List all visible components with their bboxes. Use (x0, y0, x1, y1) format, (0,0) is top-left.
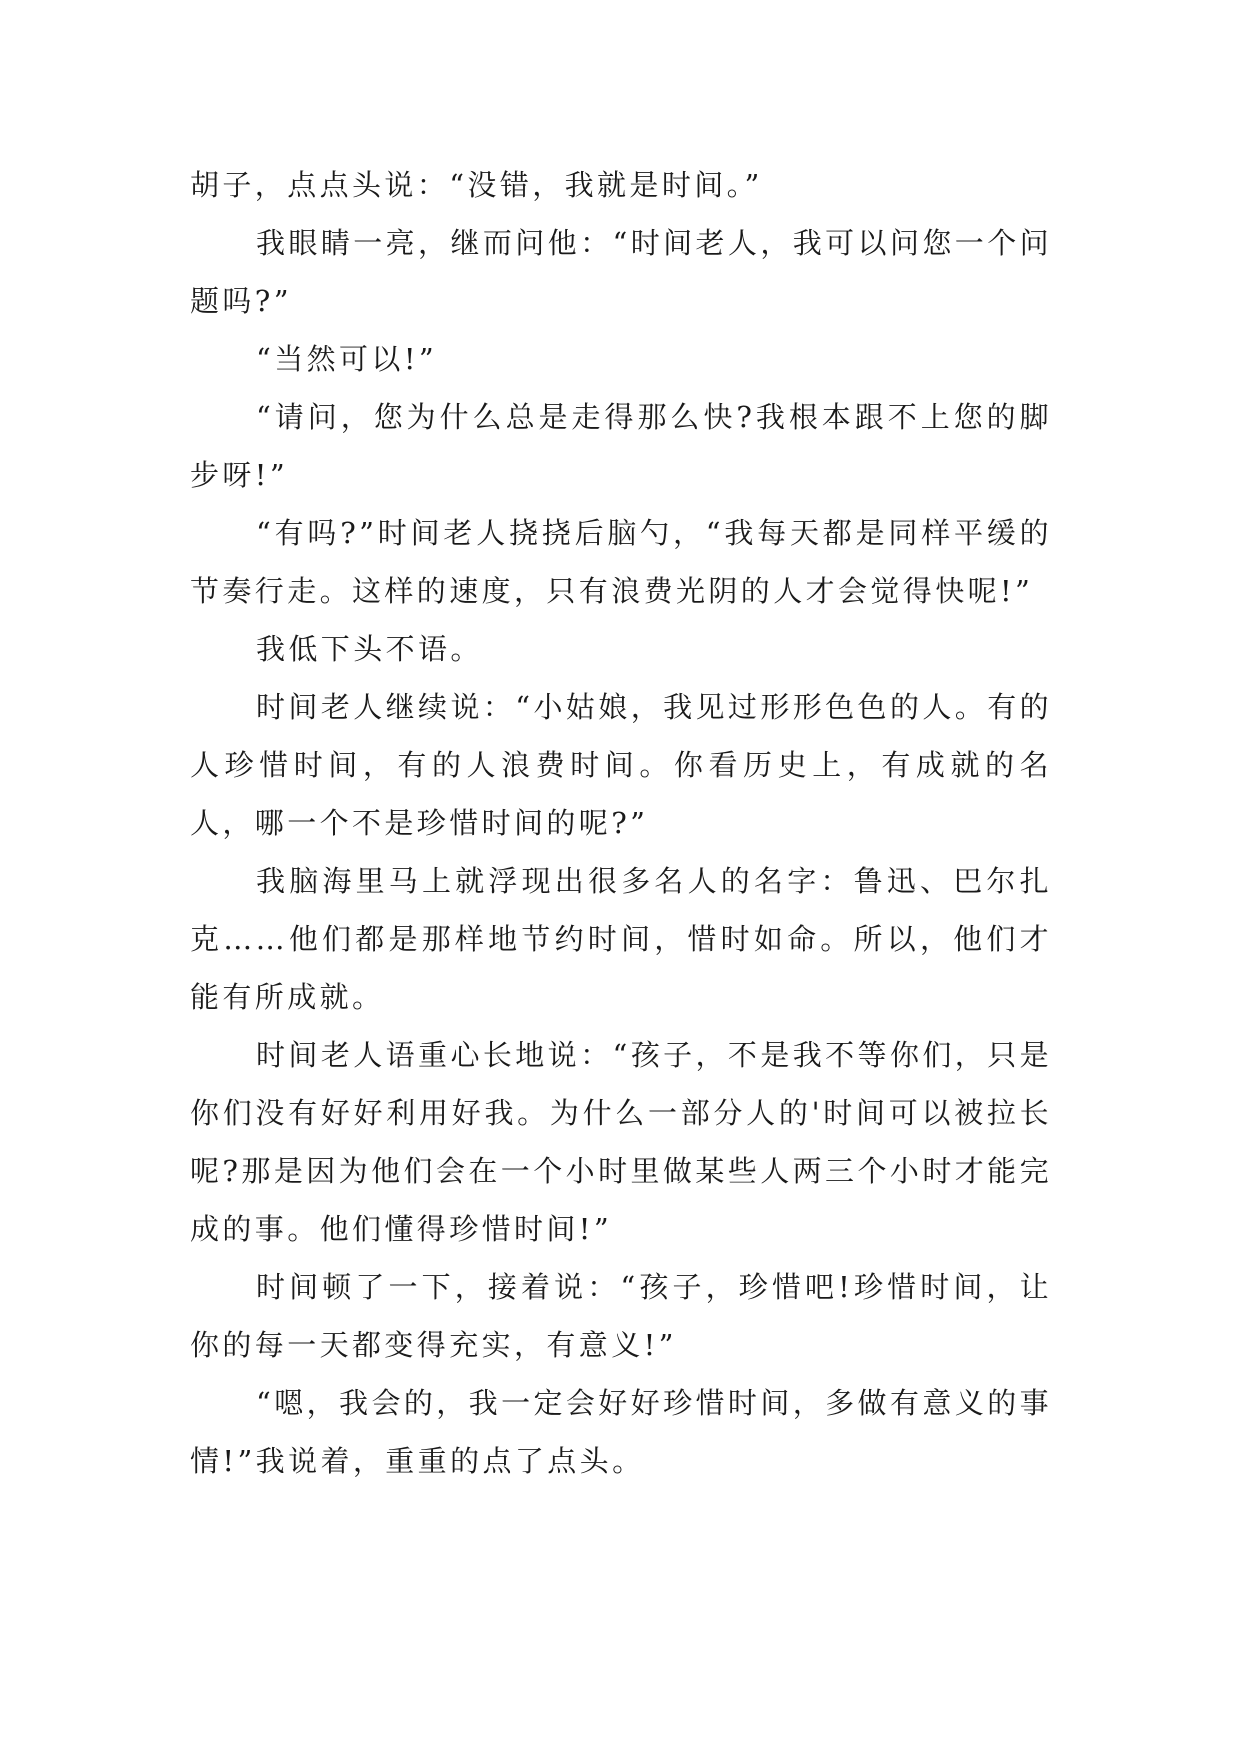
body-text (190, 156, 1052, 1490)
paragraph-4: “请问，您为什么总是走得那么快?我根本跟不上您的脚步呀!” (190, 400, 1052, 492)
paragraph-3: “当然可以!” (256, 342, 438, 376)
paragraph-9: 时间老人语重心长地说：“孩子，不是我不等你们，只是你们没有好好利用好我。为什么一部分人的'时间可以被拉长呢?那是因为他们会在一个小时里做某些人两三个小时才能完成的事。他们懂得珍惜时间!” (190, 1038, 1052, 1246)
paragraph-2: 我眼睛一亮，继而问他：“时间老人，我可以问您一个问题吗?” (190, 226, 1052, 318)
paragraph-8: 我脑海里马上就浮现出很多名人的名字：鲁迅、巴尔扎克……他们都是那样地节约时间，惜时如命。所以，他们才能有所成就。 (190, 864, 1052, 1014)
paragraph-6: 我低下头不语。 (256, 632, 483, 666)
paragraph-5: “有吗?”时间老人挠挠后脑勺，“我每天都是同样平缓的节奏行走。这样的速度，只有浪费光阴的人才会觉得快呢!” (190, 516, 1052, 608)
paragraph-10: 时间顿了一下，接着说：“孩子，珍惜吧!珍惜时间，让你的每一天都变得充实，有意义!” (190, 1270, 1052, 1362)
paragraph-7: 时间老人继续说：“小姑娘，我见过形形色色的人。有的人珍惜时间，有的人浪费时间。你看历史上，有成就的名人，哪一个不是珍惜时间的呢?” (190, 690, 1052, 840)
paragraph-11: “嗯，我会的，我一定会好好珍惜时间，多做有意义的事情!”我说着，重重的点了点头。 (190, 1386, 1052, 1478)
paragraph-1: 胡子，点点头说：“没错，我就是时间。” (190, 168, 763, 202)
